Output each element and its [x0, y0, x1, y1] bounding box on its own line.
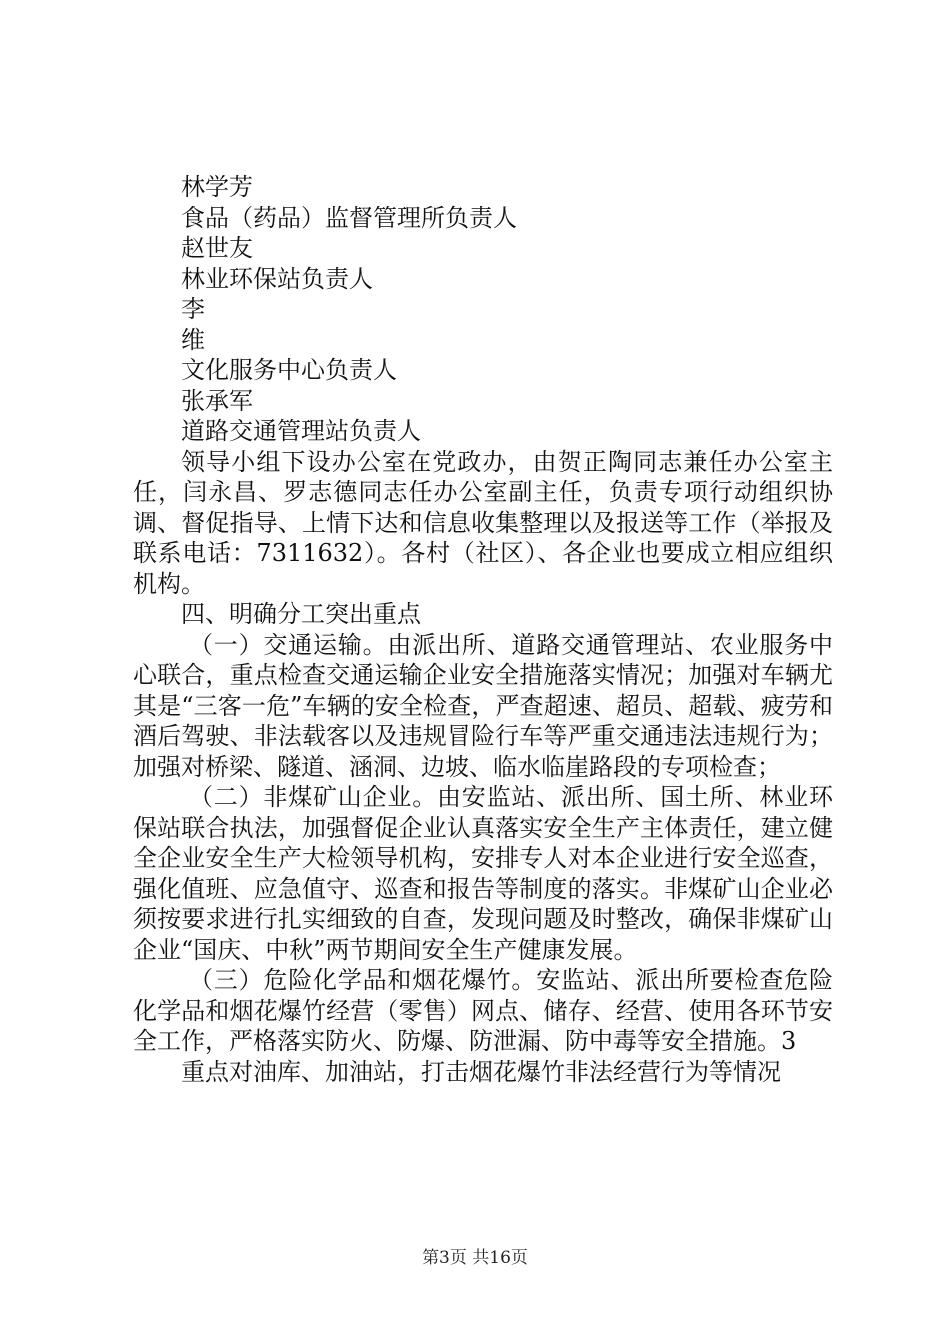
continuation-line: 重点对油库、加油站，打击烟花爆竹非法经营行为等情况	[181, 1057, 781, 1086]
name-line: 林学芳	[181, 173, 253, 201]
title-line: 食品（药品）监督管理所负责人	[181, 203, 517, 232]
title-line: 文化服务中心负责人	[181, 356, 397, 384]
name-line: 维	[181, 325, 205, 354]
title-line: 道路交通管理站负责人	[181, 417, 421, 445]
section-heading: 四、明确分工突出重点	[181, 600, 421, 628]
item-transport: （一）交通运输。由派出所、道路交通管理站、农业服务中心联合，重点检查交通运输企业安全措施落实情况；加强对车辆尤其是“三客一危”车辆的安全检查，严查超速、超员、超载、疲劳和酒后驾驶、非法载客以及违规冒险行车等严重交通违法违规行为；加强对桥梁、隧道、涵洞、边坡、临水临崖路段的专项检查；	[133, 630, 833, 781]
name-line: 赵世友	[181, 234, 253, 262]
item-mining: （二）非煤矿山企业。由安监站、派出所、国土所、林业环保站联合执法，加强督促企业认真落实安全生产主体责任，建立健全企业安全生产大检领导机构，安排专人对本企业进行安全巡查，强化值班、应急值守、巡查和报告等制度的落实。非煤矿山企业必须按要求进行扎实细致的自查，发现问题及时整改，确保非煤矿山企业“国庆、中秋”两节期间安全生产健康发展。	[133, 783, 833, 964]
office-paragraph: 领导小组下设办公室在党政办，由贺正陶同志兼任办公室主任，闫永昌、罗志德同志任办公室副主任，负责专项行动组织协调、督促指导、上情下达和信息收集整理以及报送等工作（举报及联系电话：7311632）。各村（社区）、各企业也要成立相应组织机构。	[133, 447, 833, 598]
name-line: 李	[181, 295, 205, 323]
name-line: 张承军	[181, 386, 253, 415]
item-hazardous-chemicals: （三）危险化学品和烟花爆竹。安监站、派出所要检查危险化学品和烟花爆竹经营（零售）网点、储存、经营、使用各环节安全工作，严格落实防火、防爆、防泄漏、防中毒等安全措施。3	[133, 966, 833, 1055]
title-line: 林业环保站负责人	[181, 264, 373, 293]
page-footer: 第3页 共16页	[422, 1248, 528, 1268]
document-body	[133, 172, 833, 1087]
